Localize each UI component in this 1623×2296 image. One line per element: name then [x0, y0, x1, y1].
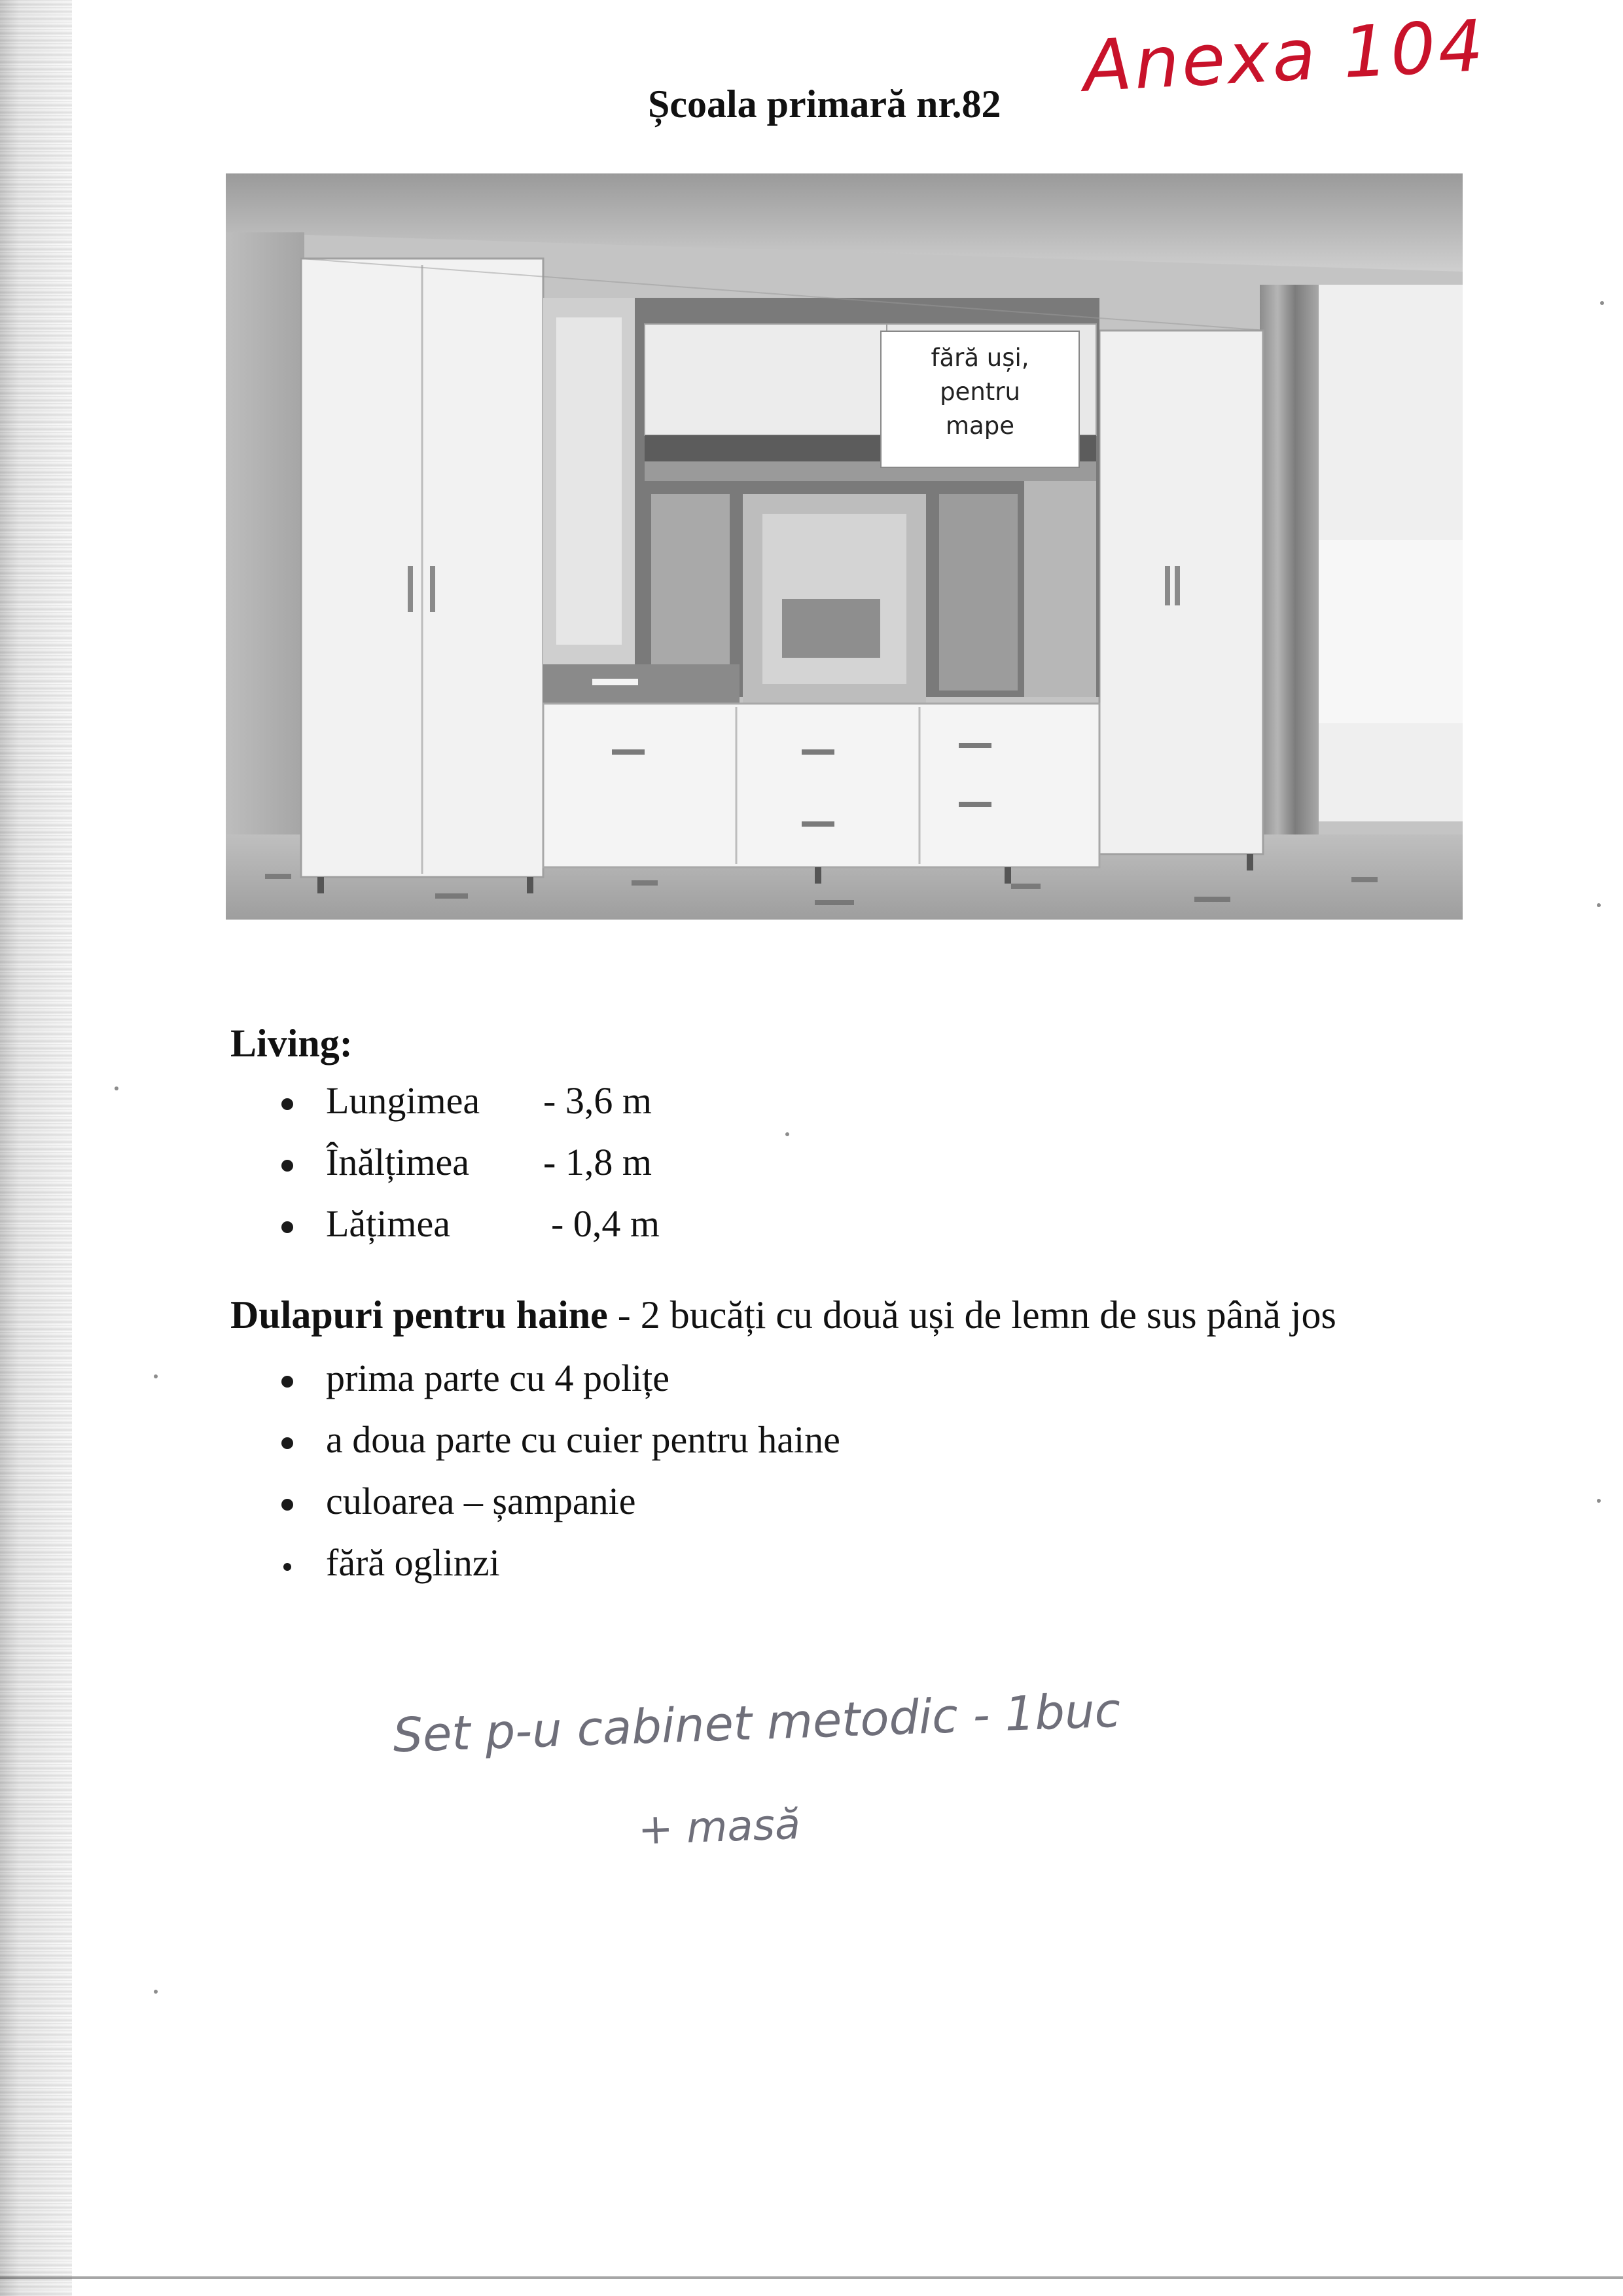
scan-speck: [785, 1132, 789, 1136]
bullet-icon: [281, 1098, 293, 1110]
scan-speck: [1600, 301, 1604, 305]
scan-edge-noise: [0, 0, 72, 2296]
feature-text: culoarea – șampanie: [326, 1480, 636, 1522]
dimension-label: Lungimea: [326, 1079, 480, 1122]
bullet-icon: [281, 1437, 293, 1449]
dimension-label: Lățimea: [326, 1202, 451, 1245]
bullet-icon: [281, 1499, 293, 1511]
dimension-label: Înălțimea: [326, 1141, 470, 1183]
photo-note-line: fără uși,: [931, 344, 1029, 372]
dimension-value: - 3,6 m: [543, 1079, 652, 1122]
scan-speck: [1597, 1499, 1601, 1503]
wardrobes-description: - 2 bucăți cu două uși de lemn de sus până jos: [607, 1293, 1336, 1336]
feature-text: prima parte cu 4 polițe: [326, 1357, 670, 1399]
scan-speck: [154, 1374, 158, 1378]
bullet-icon: [283, 1563, 291, 1571]
wardrobes-heading: Dulapuri pentru haine: [230, 1293, 608, 1336]
annex-label: Anexa 104: [1081, 5, 1488, 108]
living-heading: Living:: [230, 1022, 353, 1065]
photo-note-line: pentru: [940, 378, 1020, 406]
scan-speck: [154, 1990, 158, 1994]
scan-bottom-edge: [0, 2276, 1623, 2279]
photo-note-line: mape: [946, 412, 1014, 440]
scan-speck: [115, 1086, 118, 1090]
handwritten-note-line2: + masă: [637, 1800, 802, 1855]
bullet-icon: [281, 1221, 293, 1233]
bullet-icon: [281, 1376, 293, 1388]
feature-text: fără oglinzi: [326, 1541, 500, 1584]
dimension-value: - 1,8 m: [543, 1141, 652, 1183]
scan-speck: [1597, 903, 1601, 907]
dimension-value: - 0,4 m: [551, 1202, 660, 1245]
feature-text: a doua parte cu cuier pentru haine: [326, 1418, 840, 1461]
wardrobes-line: [230, 1293, 1336, 1338]
wall-unit-furniture-photo-icon: [226, 173, 1463, 920]
handwritten-note-line1: Set p-u cabinet metodic - 1buc: [391, 1682, 1122, 1763]
photo-note-box: [880, 331, 1080, 468]
furniture-photo: [226, 173, 1463, 920]
bullet-icon: [281, 1160, 293, 1172]
page-title: Școala primară nr.82: [648, 82, 1001, 126]
